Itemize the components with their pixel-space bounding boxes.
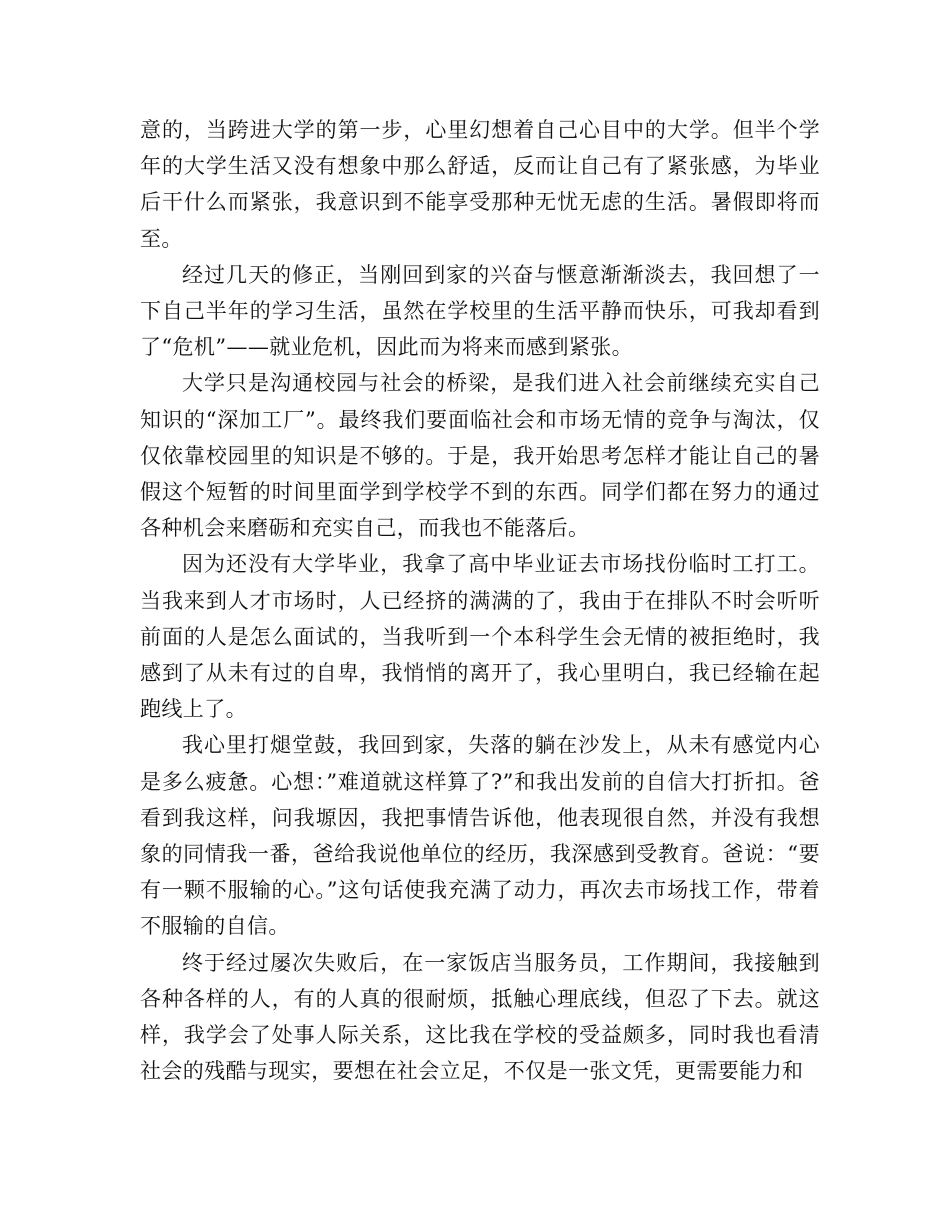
paragraph-5: 我心里打煺堂鼓，我回到家，失落的躺在沙发上，从未有感觉内心是多么疲惫。心想：”难道就这样算了?”和我出发前的自信大打折扣。爸看到我这样，问我塬因，我把事情告诉他，他表现很自然，并没有我想象的同情我一番，爸给我说他单位的经历，我深感到受教育。爸说：“要有一颗不服输的心。”这句话使我充满了动力，再次去市场找工作，带着不服输的自信。: [140, 733, 820, 939]
paragraph-3: 大学只是沟通校园与社会的桥梁，是我们进入社会前继续充实自己知识的“深加工厂”。最终我们要面临社会和市场无情的竞争与淘汰，仅仅依靠校园里的知识是不够的。于是，我开始思考怎样才能让自己的暑假这个短暂的时间里面学到学校学不到的东西。同学们都在努力的通过各种机会来磨砺和充实自己，而我也不能落后。: [140, 371, 820, 541]
document-body: [140, 112, 820, 1089]
paragraph-4: 因为还没有大学毕业，我拿了高中毕业证去市场找份临时工打工。当我来到人才市场时，人已经挤的满满的了，我由于在排队不时会听听前面的人是怎么面试的，当我听到一个本科学生会无情的被拒绝时，我感到了从未有过的自卑，我悄悄的离开了，我心里明白，我已经输在起跑线上了。: [140, 552, 820, 722]
paragraph-6: 终于经过屡次失败后，在一家饭店当服务员，工作期间，我接触到各种各样的人，有的人真的很耐烦，抵触心理底线，但忍了下去。就这样，我学会了处事人际关系，这比我在学校的受益颇多，同时我也看清社会的残酷与现实，要想在社会立足，不仅是一张文凭，更需要能力和: [140, 950, 820, 1084]
paragraph-2: 经过几天的修正，当刚回到家的兴奋与惬意渐渐淡去，我回想了一下自己半年的学习生活，虽然在学校里的生活平静而快乐，可我却看到了“危机”——就业危机，因此而为将来而感到紧张。: [140, 262, 820, 360]
paragraph-1: 意的，当跨进大学的第一步，心里幻想着自己心目中的大学。但半个学年的大学生活又没有想象中那么舒适，反而让自己有了紧张感，为毕业后干什么而紧张，我意识到不能享受那种无忧无虑的生活。暑假即将而至。: [140, 118, 820, 251]
